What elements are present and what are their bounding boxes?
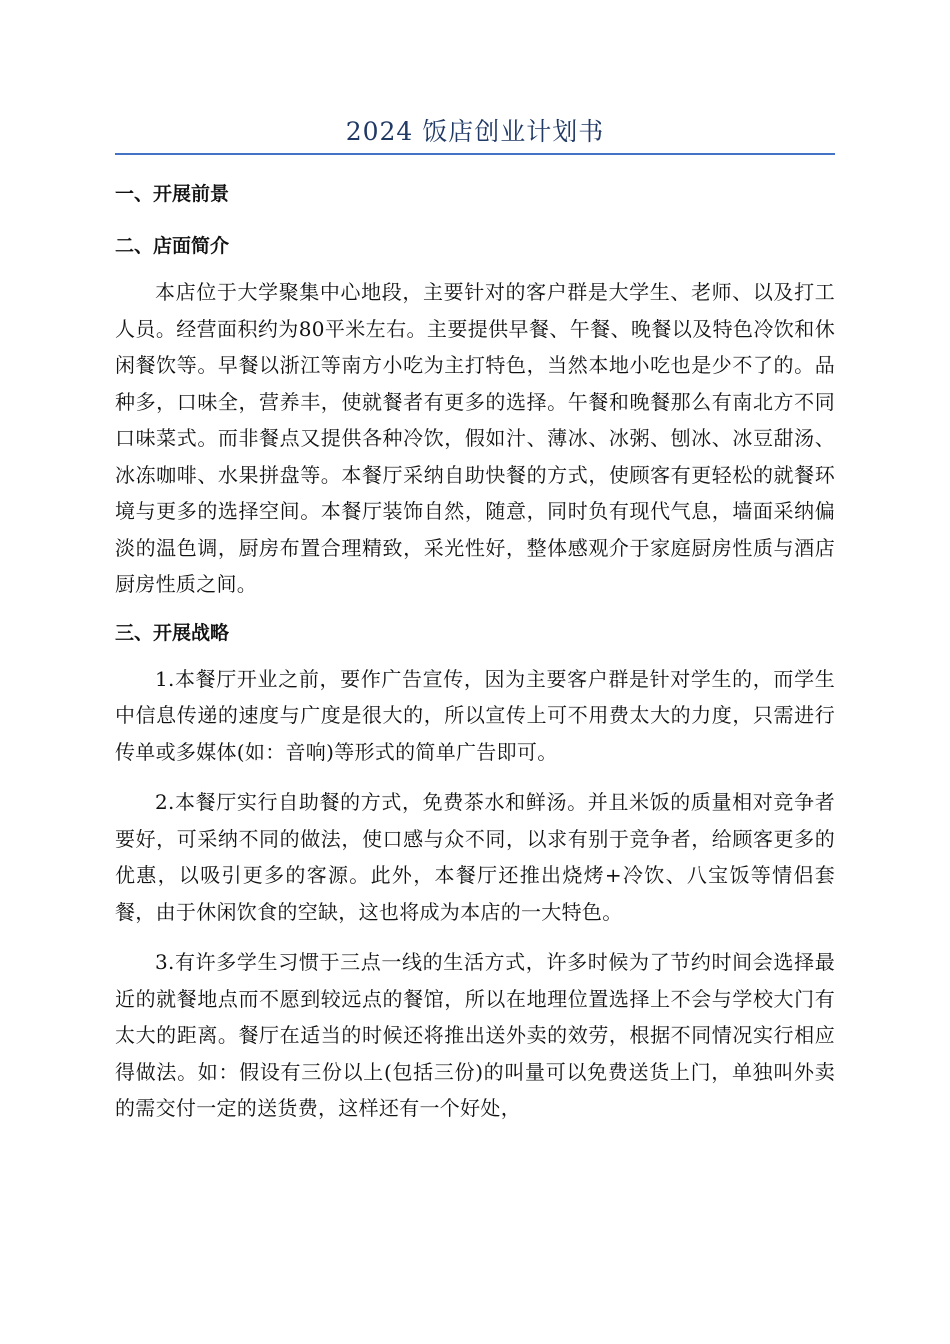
section-heading-store-intro: 二、店面简介 <box>115 235 230 257</box>
store-intro-paragraph: 本店位于大学聚集中心地段，主要针对的客户群是大学生、老师、以及打工人员。经营面积约为80平米左右。主要提供早餐、午餐、晚餐以及特色冷饮和休闲餐饮等。早餐以浙江等南方小吃为主打特色，当然本地小吃也是少不了的。品种多，口味全，营养丰，使就餐者有更多的选择。午餐和晚餐那么有南北方不同口味菜式。而非餐点又提供各种冷饮，假如汁、薄冰、冰粥、刨冰、冰豆甜汤、冰冻咖啡、水果拼盘等。本餐厅采纳自助快餐的方式，使顾客有更轻松的就餐环境与更多的选择空间。本餐厅装饰自然，随意，同时负有现代气息，墙面采纳偏淡的温色调，厨房布置合理精致，采光性好，整体感观介于家庭厨房性质与酒店厨房性质之间。 <box>115 280 835 596</box>
document-body <box>115 172 835 1127</box>
strategy-paragraph-3: 3.有许多学生习惯于三点一线的生活方式，许多时候为了节约时间会选择最近的就餐地点而不愿到较远点的餐馆，所以在地理位置选择上不会与学校大门有太大的距离。餐厅在适当的时候还将推出送外卖的效劳，根据不同情况实行相应得做法。如：假设有三份以上(包括三份)的叫量可以免费送货上门，单独叫外卖的需交付一定的送货费，这样还有一个好处， <box>115 950 835 1120</box>
strategy-paragraph-1: 1.本餐厅开业之前，要作广告宣传，因为主要客户群是针对学生的，而学生中信息传递的速度与广度是很大的，所以宣传上可不用费太大的力度，只需进行传单或多媒体(如：音响)等形式的简单广告即可。 <box>115 666 835 764</box>
title-underline <box>115 153 835 155</box>
strategy-paragraph-2: 2.本餐厅实行自助餐的方式，免费茶水和鲜汤。并且米饭的质量相对竞争者要好，可采纳不同的做法，使口感与众不同，以求有别于竞争者，给顾客更多的优惠，以吸引更多的客源。此外，本餐厅还推出烧烤+冷饮、八宝饭等情侣套餐，由于休闲饮食的空缺，这也将成为本店的一大特色。 <box>115 790 835 924</box>
section-heading-strategy: 三、开展战略 <box>115 621 230 644</box>
section-heading-prospects: 一、开展前景 <box>115 183 230 205</box>
document-title: 2024 饭店创业计划书 <box>345 117 605 146</box>
